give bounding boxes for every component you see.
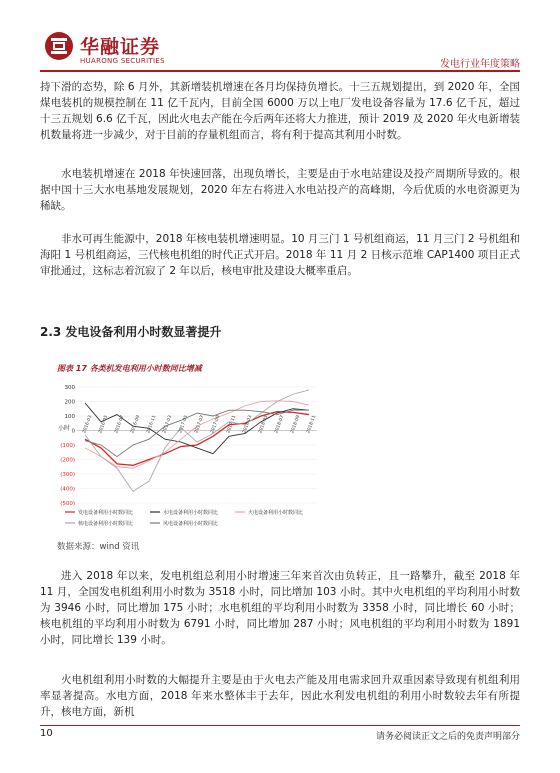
x-tick-label: 2017-03 <box>162 414 174 435</box>
logo-text-en: HUARONG SECURITIES <box>80 57 165 65</box>
legend-label: 发电设备利用小时数同比 <box>78 510 134 516</box>
chart-x-ticks <box>81 414 317 434</box>
legend-label: 火电设备利用小时数同比 <box>248 510 304 516</box>
x-tick-label: 2016-11 <box>146 414 158 435</box>
y-tick-label: 0 <box>71 428 75 435</box>
legend-label: 核电设备利用小时数同比 <box>78 521 134 527</box>
x-tick-label: 2018-11 <box>306 414 318 435</box>
paragraph-utilization-reasons: 火电机组利用小时数的大幅提升主要是由于火电去产能及用电需求回升双重因素导致现有机组利用率显著提高。水电方面，2018 年来水整体丰于去年，因此水利发电机组的利用小时数较去年有所提升，核电方面，新机 <box>40 674 520 718</box>
section-heading: 2.3 发电设备利用小时数显著提升 <box>40 325 222 339</box>
x-tick-label: 2016-05 <box>98 414 110 435</box>
x-tick-label: 2016-03 <box>82 414 94 435</box>
y-tick-label: 200 <box>64 399 75 406</box>
page-header <box>0 0 560 78</box>
footer-divider <box>40 725 520 726</box>
figure-caption: 图表 17 各类机发电利用小时数同比增减 <box>57 364 202 373</box>
chart-y-label: 小时 <box>58 425 71 432</box>
utilization-hours-chart <box>55 373 325 531</box>
paragraph-hydro-capacity: 水电装机增速在 2018 年快速回落，出现负增长，主要是由于水电站建设及投产周期所导致的。根据中国十三大水电基地发展规划，2020 年左右将进入水电站投产的高峰期，今后优质的水电资源更为稀缺。 <box>40 168 520 212</box>
y-tick-label: 100 <box>64 414 75 420</box>
y-tick-label: (300) <box>60 472 75 478</box>
x-tick-label: 2017-07 <box>194 414 206 435</box>
x-tick-label: 2018-09 <box>290 414 302 435</box>
paragraph-thermal-capacity: 持下滑的态势，除 6 月外，其新增装机增速在各月均保持负增长。十三五规划提出，到 2020 年，全国煤电装机的规模控制在 11 亿千瓦内，目前全国 6000 万以上电厂发电设备容量为 17.6 亿千瓦，超过十三五规划 6.6 亿千瓦，因此火电去产能在今后两年还将大力推进，预计 2019 及 2020 年火电新增装机数量将进一步减少，对于目前的存量机组而言，将有利于提高其利用小时数。 <box>40 81 520 141</box>
x-tick-label: 2016-09 <box>130 414 142 435</box>
y-tick-label: (400) <box>60 486 75 493</box>
series-line <box>85 390 309 492</box>
y-tick-label: (200) <box>60 457 75 464</box>
y-tick-label: (500) <box>60 501 75 507</box>
x-tick-label: 2017-11 <box>226 414 238 435</box>
footer-disclaimer: 请务必阅读正文之后的免责声明部分 <box>375 732 520 742</box>
x-tick-label: 2017-09 <box>210 414 222 435</box>
paragraph-nuclear-capacity: 非水可再生能源中，2018 年核电装机增速明显。10 月三门 1 号机组商运，11 月三门 2 号机组和海阳 1 号机组商运，三代核电机组的时代正式开启。2018 年 11 月 2 日核示范堆 CAP1400 项目正式审批通过，这标志着沉寂了 2 年以后，核电审批及建设大概率重启。 <box>40 233 520 277</box>
x-tick-label: 2018-03 <box>242 414 254 435</box>
y-tick-label: 300 <box>64 385 75 391</box>
y-tick-label: (100) <box>60 443 75 449</box>
x-tick-label: 2017-05 <box>178 414 190 435</box>
header-divider <box>40 70 520 72</box>
logo-text-cn: 华融证券 <box>80 36 161 58</box>
page-number: 10 <box>40 728 53 739</box>
chart-y-ticks <box>60 385 75 507</box>
huarong-logo-icon <box>44 31 74 61</box>
x-tick-label: 2018-07 <box>274 414 286 435</box>
figure-source: 数据来源：wind 资讯 <box>57 542 140 552</box>
legend-label: 水电设备利用小时数同比 <box>163 510 219 516</box>
report-title: 发电行业年度策略 <box>440 59 520 70</box>
chart-legend <box>65 509 303 527</box>
legend-label: 风电设备利用小时数同比 <box>163 521 219 527</box>
x-tick-label: 2018-05 <box>258 414 270 435</box>
x-tick-label: 2016-07 <box>114 414 126 435</box>
paragraph-utilization-hours: 进入 2018 年以来，发电机组总利用小时增速三年来首次由负转正，且一路攀升，截至 2018 年 11 月，全国发电机组利用小时数为 3518 小时，同比增加 103 小时。其中火电机组的平均利用小时数为 3946 小时，同比增加 175 小时；水电机组的平均利用小时数为 3358 小时，同比增长 60 小时；核电机组的平均利用小时数为 6791 小时，同比增加 287 小时；风电机组的平均利用小时数为 1891 小时，同比增长 139 小时。 <box>40 570 520 646</box>
chart-series-lines <box>85 390 309 492</box>
